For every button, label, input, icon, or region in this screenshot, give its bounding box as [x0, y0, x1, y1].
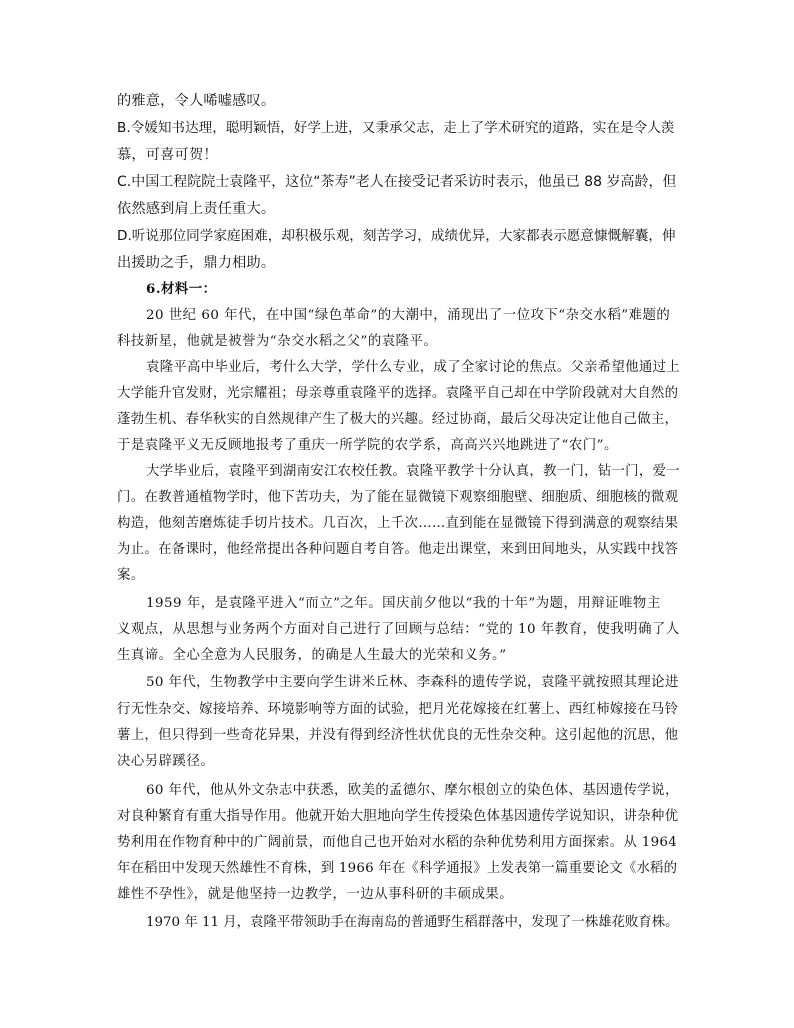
p3-line5: 案。 [117, 568, 145, 583]
p6-line4: 年在稻田中发现天然雄性不育株，到 1966 年在《科学通报》上发表第一篇重要论文《水稻的 [117, 861, 678, 876]
p3-line3: 构造，他刻苦磨炼徒手切片技术。几百次，上千次……直到能在显微镜下得到满意的观察结果 [117, 516, 679, 531]
p5-line2: 行无性杂交、嫁接培养、环境影响等方面的试验，把月光花嫁接在红薯上、西红柿嫁接在马铃 [117, 702, 679, 717]
option-b-line1: B.令媛知书达理，聪明颖悟，好学上进，又秉承父志，走上了学术研究的道路，实在是令人羡 [117, 120, 675, 136]
p2-line3: 蓬勃生机、春华秋实的自然规律产生了极大的兴趣。经过协商，最后父母决定让他自己做主， [117, 412, 679, 427]
p4-line2: 义观点，从思想与业务两个方面对自己进行了回顾与总结：“党的 10 年教育，使我明确了人 [117, 622, 680, 637]
option-c-line1: C.中国工程院院士袁隆平，这位“茶寿”老人在接受记者采访时表示，他虽已 88 岁高龄，但 [117, 174, 677, 190]
p1-line1: 20 世纪 60 年代，在中国“绿色革命”的大潮中，涌现出了一位攻下“杂交水稻”难题的 [146, 308, 671, 323]
p6-line1: 60 年代，他从外文杂志中获悉，欧美的孟德尔、摩尔根创立的染色体、基因遗传学说， [146, 783, 679, 798]
option-d-line2: 出援助之手，鼎力相助。 [117, 255, 276, 271]
p2-line4: 于是袁隆平义无反顾地报考了重庆一所学院的农学系，高高兴兴地跳进了“农门”。 [117, 438, 618, 453]
p6-line2: 对良种繁育有重大指导作用。他就开始大胆地向学生传授染色体基因遗传学说知识，讲杂种优 [117, 809, 679, 824]
question-label: 材料一： [160, 281, 217, 297]
p2-line2: 大学能升官发财，光宗耀祖；母亲尊重袁隆平的选择。袁隆平自己却在中学阶段就对大自然的 [117, 386, 679, 401]
p1-line2: 科技新星，他就是被誉为“杂交水稻之父”的袁隆平。 [117, 334, 438, 349]
question-header [146, 279, 217, 300]
p3-line2: 门。在教普通植物学时，他下苦功夫，为了能在显微镜下观察细胞壁、细胞质、细胞核的微观 [117, 490, 679, 505]
option-c-line2: 依然感到肩上责任重大。 [117, 201, 276, 217]
option-d-line1: D.听说那位同学家庭困难，却积极乐观，刻苦学习，成绩优异，大家都表示愿意慷慨解囊，伸 [117, 228, 676, 244]
p3-line1: 大学毕业后，袁隆平到湖南安江农校任教。袁隆平教学十分认真，教一门，钻一门，爱一 [146, 464, 680, 479]
option-b-line2: 慕，可喜可贺！ [117, 147, 218, 163]
p6-line5: 雄性不孕性》，就是他坚持一边教学，一边从事科研的丰硕成果。 [117, 887, 514, 902]
p2-line1: 袁隆平高中毕业后，考什么大学，学什么专业，成了全家讨论的焦点。父亲希望他通过上 [146, 360, 680, 375]
option-a-tail: 的雅意，令人唏嘘感叹。 [117, 93, 276, 109]
p3-line4: 为止。在备课时，他经常提出各种问题自考自答。他走出课堂，来到田间地头，从实践中找答 [117, 542, 679, 557]
p6-line3: 势利用在作物育种中的广阔前景，而他自己也开始对水稻的杂种优势利用方面探索。从 1964 [117, 835, 678, 850]
p5-line3: 薯上，但只得到一些奇花异果，并没有得到经济性状优良的无性杂交种。这引起他的沉思，他 [117, 728, 679, 743]
question-number: 6. [146, 281, 161, 297]
p4-line1: 1959 年，是袁隆平进入“而立”之年。国庆前夕他以“我的十年”为题，用辩证唯物主 [146, 596, 661, 611]
p5-line1: 50 年代，生物教学中主要向学生讲米丘林、李森科的遗传学说，袁隆平就按照其理论进 [146, 675, 679, 690]
p7-line1: 1970 年 11 月，袁隆平带领助手在海南岛的普通野生稻群落中，发现了一株雄花败育株。 [146, 915, 679, 930]
p5-line4: 决心另辟蹊径。 [117, 754, 215, 769]
p4-line3: 生真谛。全心全意为人民服务，的确是人生最大的光荣和义务。” [117, 648, 507, 663]
